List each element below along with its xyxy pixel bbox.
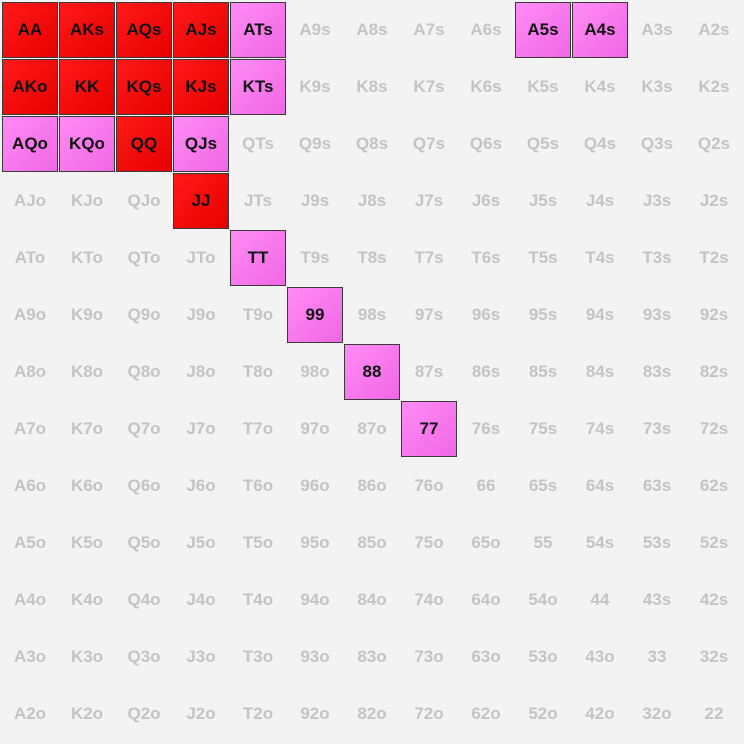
hand-cell-52o[interactable]: 52o	[528, 704, 558, 723]
hand-cell-t6s[interactable]: T6s	[471, 248, 501, 267]
hand-cell-jto[interactable]: JTo	[186, 248, 216, 267]
hand-cell-95o[interactable]: 95o	[300, 533, 330, 552]
hand-cell-83o[interactable]: 83o	[357, 647, 387, 666]
hand-cell-74s[interactable]: 74s	[585, 419, 615, 438]
hand-cell-k8o[interactable]: K8o	[70, 362, 104, 381]
hand-cell-73s[interactable]: 73s	[642, 419, 672, 438]
hand-cell-j9o[interactable]: J9o	[186, 305, 216, 324]
hand-cell-k8s[interactable]: K8s	[356, 77, 388, 96]
hand-cell-42s[interactable]: 42s	[699, 590, 729, 609]
hand-cell-88[interactable]: 88	[344, 344, 400, 400]
hand-cell-k3o[interactable]: K3o	[70, 647, 104, 666]
hand-cell-65s[interactable]: 65s	[528, 476, 558, 495]
hand-cell-t9s[interactable]: T9s	[300, 248, 330, 267]
hand-cell-92s[interactable]: 92s	[699, 305, 729, 324]
hand-cell-t5s[interactable]: T5s	[528, 248, 558, 267]
hand-cell-jts[interactable]: JTs	[243, 191, 273, 210]
hand-cell-q3o[interactable]: Q3o	[127, 647, 161, 666]
hand-cell-53o[interactable]: 53o	[528, 647, 558, 666]
hand-cell-j6s[interactable]: J6s	[471, 191, 501, 210]
hand-cell-72s[interactable]: 72s	[699, 419, 729, 438]
hand-cell-q5s[interactable]: Q5s	[526, 134, 560, 153]
hand-cell-97o[interactable]: 97o	[300, 419, 330, 438]
hand-cell-j8o[interactable]: J8o	[186, 362, 216, 381]
hand-cell-k6o[interactable]: K6o	[70, 476, 104, 495]
hand-cell-k3s[interactable]: K3s	[641, 77, 673, 96]
hand-cell-42o[interactable]: 42o	[585, 704, 615, 723]
hand-cell-q2o[interactable]: Q2o	[127, 704, 161, 723]
hand-cell-95s[interactable]: 95s	[528, 305, 558, 324]
hand-cell-63o[interactable]: 63o	[471, 647, 501, 666]
hand-cell-72o[interactable]: 72o	[414, 704, 444, 723]
hand-cell-j4o[interactable]: J4o	[186, 590, 216, 609]
hand-cell-j7o[interactable]: J7o	[186, 419, 216, 438]
hand-cell-33[interactable]: 33	[647, 647, 667, 666]
hand-cell-k2o[interactable]: K2o	[70, 704, 104, 723]
hand-cell-kqs[interactable]: KQs	[116, 59, 172, 115]
hand-cell-j6o[interactable]: J6o	[186, 476, 216, 495]
hand-cell-t3o[interactable]: T3o	[242, 647, 274, 666]
hand-cell-54o[interactable]: 54o	[528, 590, 558, 609]
hand-cell-65o[interactable]: 65o	[471, 533, 501, 552]
hand-cell-t5o[interactable]: T5o	[242, 533, 274, 552]
hand-cell-ajs[interactable]: AJs	[173, 2, 229, 58]
hand-cell-55[interactable]: 55	[533, 533, 553, 552]
hand-cell-a8s[interactable]: A8s	[356, 20, 388, 39]
hand-cell-54s[interactable]: 54s	[585, 533, 615, 552]
hand-cell-q3s[interactable]: Q3s	[640, 134, 674, 153]
hand-cell-ako[interactable]: AKo	[2, 59, 58, 115]
hand-cell-96o[interactable]: 96o	[300, 476, 330, 495]
hand-cell-44[interactable]: 44	[590, 590, 610, 609]
hand-cell-a3o[interactable]: A3o	[13, 647, 47, 666]
hand-cell-jj[interactable]: JJ	[173, 173, 229, 229]
hand-cell-ats[interactable]: ATs	[230, 2, 286, 58]
hand-cell-j5o[interactable]: J5o	[186, 533, 216, 552]
hand-cell-84o[interactable]: 84o	[357, 590, 387, 609]
hand-cell-32s[interactable]: 32s	[699, 647, 729, 666]
hand-cell-qjs[interactable]: QJs	[173, 116, 229, 172]
hand-cell-j8s[interactable]: J8s	[357, 191, 387, 210]
hand-cell-97s[interactable]: 97s	[414, 305, 444, 324]
hand-cell-k7o[interactable]: K7o	[70, 419, 104, 438]
hand-cell-t4s[interactable]: T4s	[585, 248, 615, 267]
hand-cell-76o[interactable]: 76o	[414, 476, 444, 495]
hand-cell-aks[interactable]: AKs	[59, 2, 115, 58]
hand-cell-k5s[interactable]: K5s	[527, 77, 559, 96]
hand-cell-q2s[interactable]: Q2s	[697, 134, 731, 153]
hand-cell-a4s[interactable]: A4s	[572, 2, 628, 58]
hand-cell-q7o[interactable]: Q7o	[127, 419, 161, 438]
hand-cell-a2o[interactable]: A2o	[13, 704, 47, 723]
hand-cell-q8o[interactable]: Q8o	[127, 362, 161, 381]
hand-cell-q6s[interactable]: Q6s	[469, 134, 503, 153]
hand-cell-j2o[interactable]: J2o	[186, 704, 216, 723]
hand-cell-q9o[interactable]: Q9o	[127, 305, 161, 324]
hand-cell-j3s[interactable]: J3s	[642, 191, 672, 210]
hand-cell-qq[interactable]: QQ	[116, 116, 172, 172]
hand-cell-t4o[interactable]: T4o	[242, 590, 274, 609]
hand-cell-83s[interactable]: 83s	[642, 362, 672, 381]
hand-cell-t2o[interactable]: T2o	[242, 704, 274, 723]
hand-cell-75o[interactable]: 75o	[414, 533, 444, 552]
hand-cell-k9s[interactable]: K9s	[299, 77, 331, 96]
hand-cell-86o[interactable]: 86o	[357, 476, 387, 495]
hand-cell-qjo[interactable]: QJo	[127, 191, 161, 210]
hand-cell-62s[interactable]: 62s	[699, 476, 729, 495]
hand-cell-64s[interactable]: 64s	[585, 476, 615, 495]
hand-cell-73o[interactable]: 73o	[414, 647, 444, 666]
hand-cell-kjs[interactable]: KJs	[173, 59, 229, 115]
hand-cell-43s[interactable]: 43s	[642, 590, 672, 609]
hand-cell-t2s[interactable]: T2s	[699, 248, 729, 267]
hand-cell-82o[interactable]: 82o	[357, 704, 387, 723]
hand-cell-qto[interactable]: QTo	[127, 248, 161, 267]
hand-cell-94o[interactable]: 94o	[300, 590, 330, 609]
hand-cell-t8o[interactable]: T8o	[242, 362, 274, 381]
hand-cell-93o[interactable]: 93o	[300, 647, 330, 666]
hand-cell-ato[interactable]: ATo	[14, 248, 46, 267]
hand-cell-a4o[interactable]: A4o	[13, 590, 47, 609]
hand-cell-a8o[interactable]: A8o	[13, 362, 47, 381]
hand-cell-66[interactable]: 66	[476, 476, 496, 495]
hand-cell-43o[interactable]: 43o	[585, 647, 615, 666]
hand-cell-qts[interactable]: QTs	[242, 134, 274, 153]
hand-cell-q4s[interactable]: Q4s	[583, 134, 617, 153]
hand-cell-k4o[interactable]: K4o	[70, 590, 104, 609]
hand-cell-k2s[interactable]: K2s	[698, 77, 730, 96]
hand-cell-t7s[interactable]: T7s	[414, 248, 444, 267]
hand-cell-k4s[interactable]: K4s	[584, 77, 616, 96]
hand-cell-76s[interactable]: 76s	[471, 419, 501, 438]
hand-cell-a7s[interactable]: A7s	[413, 20, 445, 39]
hand-cell-82s[interactable]: 82s	[699, 362, 729, 381]
hand-cell-j2s[interactable]: J2s	[699, 191, 729, 210]
hand-cell-kts[interactable]: KTs	[230, 59, 286, 115]
hand-cell-92o[interactable]: 92o	[300, 704, 330, 723]
hand-cell-k6s[interactable]: K6s	[470, 77, 502, 96]
hand-cell-96s[interactable]: 96s	[471, 305, 501, 324]
hand-cell-ajo[interactable]: AJo	[13, 191, 47, 210]
hand-cell-k5o[interactable]: K5o	[70, 533, 104, 552]
hand-cell-j5s[interactable]: J5s	[528, 191, 558, 210]
hand-cell-a2s[interactable]: A2s	[698, 20, 730, 39]
hand-cell-a6s[interactable]: A6s	[470, 20, 502, 39]
hand-cell-75s[interactable]: 75s	[528, 419, 558, 438]
hand-cell-j4s[interactable]: J4s	[585, 191, 615, 210]
hand-cell-aqo[interactable]: AQo	[2, 116, 58, 172]
hand-cell-aa[interactable]: AA	[2, 2, 58, 58]
hand-cell-q4o[interactable]: Q4o	[127, 590, 161, 609]
hand-cell-k9o[interactable]: K9o	[70, 305, 104, 324]
hand-cell-63s[interactable]: 63s	[642, 476, 672, 495]
hand-cell-86s[interactable]: 86s	[471, 362, 501, 381]
hand-cell-t3s[interactable]: T3s	[642, 248, 672, 267]
hand-cell-74o[interactable]: 74o	[414, 590, 444, 609]
hand-cell-a3s[interactable]: A3s	[641, 20, 673, 39]
hand-cell-85o[interactable]: 85o	[357, 533, 387, 552]
hand-cell-87s[interactable]: 87s	[414, 362, 444, 381]
hand-cell-93s[interactable]: 93s	[642, 305, 672, 324]
hand-cell-j7s[interactable]: J7s	[414, 191, 444, 210]
hand-cell-q9s[interactable]: Q9s	[298, 134, 332, 153]
hand-cell-k7s[interactable]: K7s	[413, 77, 445, 96]
hand-cell-t8s[interactable]: T8s	[357, 248, 387, 267]
hand-cell-a5s[interactable]: A5s	[515, 2, 571, 58]
hand-cell-62o[interactable]: 62o	[471, 704, 501, 723]
hand-cell-aqs[interactable]: AQs	[116, 2, 172, 58]
hand-cell-q8s[interactable]: Q8s	[355, 134, 389, 153]
hand-cell-64o[interactable]: 64o	[471, 590, 501, 609]
hand-cell-94s[interactable]: 94s	[585, 305, 615, 324]
hand-cell-98s[interactable]: 98s	[357, 305, 387, 324]
hand-cell-t9o[interactable]: T9o	[242, 305, 274, 324]
hand-cell-84s[interactable]: 84s	[585, 362, 615, 381]
hand-cell-q7s[interactable]: Q7s	[412, 134, 446, 153]
hand-cell-a9s[interactable]: A9s	[299, 20, 331, 39]
hand-cell-t7o[interactable]: T7o	[242, 419, 274, 438]
hand-cell-kqo[interactable]: KQo	[59, 116, 115, 172]
hand-cell-tt[interactable]: TT	[230, 230, 286, 286]
hand-cell-j9s[interactable]: J9s	[300, 191, 330, 210]
hand-cell-a9o[interactable]: A9o	[13, 305, 47, 324]
hand-cell-77[interactable]: 77	[401, 401, 457, 457]
hand-cell-t6o[interactable]: T6o	[242, 476, 274, 495]
hand-cell-a6o[interactable]: A6o	[13, 476, 47, 495]
hand-cell-53s[interactable]: 53s	[642, 533, 672, 552]
hand-cell-32o[interactable]: 32o	[642, 704, 672, 723]
hand-cell-q5o[interactable]: Q5o	[127, 533, 161, 552]
hand-cell-99[interactable]: 99	[287, 287, 343, 343]
hand-cell-98o[interactable]: 98o	[300, 362, 330, 381]
hand-cell-kk[interactable]: KK	[59, 59, 115, 115]
hand-cell-85s[interactable]: 85s	[528, 362, 558, 381]
hand-cell-q6o[interactable]: Q6o	[127, 476, 161, 495]
hand-cell-kjo[interactable]: KJo	[70, 191, 104, 210]
hand-cell-j3o[interactable]: J3o	[186, 647, 216, 666]
hand-cell-52s[interactable]: 52s	[699, 533, 729, 552]
hand-cell-a7o[interactable]: A7o	[13, 419, 47, 438]
hand-cell-a5o[interactable]: A5o	[13, 533, 47, 552]
hand-cell-22[interactable]: 22	[704, 704, 724, 723]
hand-cell-87o[interactable]: 87o	[357, 419, 387, 438]
hand-cell-kto[interactable]: KTo	[71, 248, 103, 267]
